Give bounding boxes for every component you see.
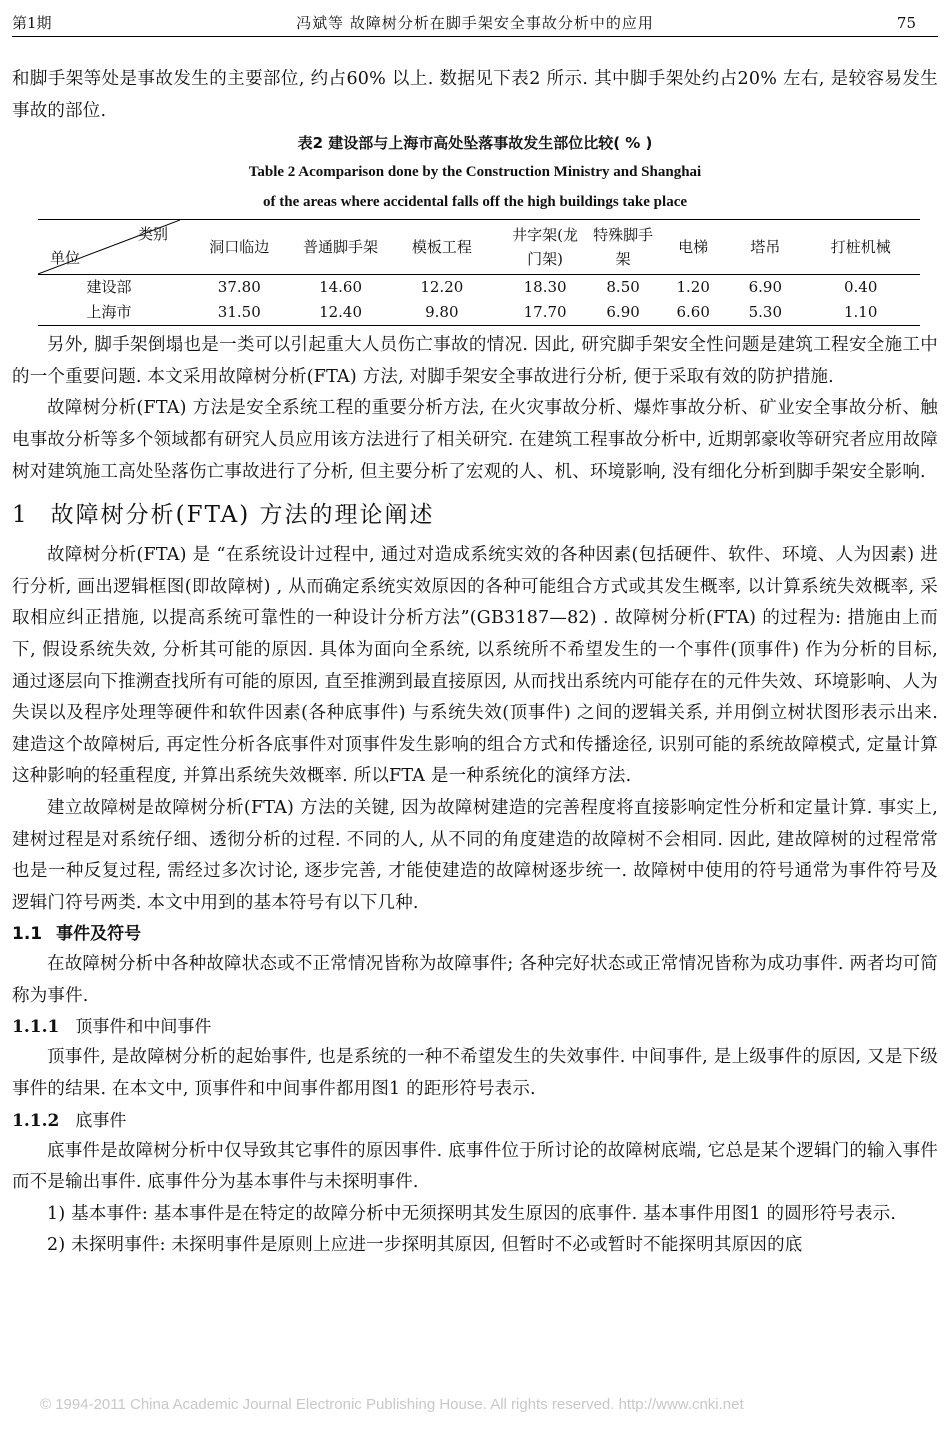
section-number: 1 (12, 502, 29, 529)
table-cell: 14.60 (319, 278, 363, 297)
table-cell: 6.60 (676, 303, 710, 322)
column-header: 打桩机械 (830, 238, 891, 257)
intro-paragraph: 和脚手架等处是事故发生的主要部位, 约占60% 以上. 数据见下表2 所示. 其中脚手架处约占20% 左右, 是较容易发生事故的部位. (12, 69, 938, 121)
row-unit: 建设部 (86, 278, 132, 297)
table-cell: 1.10 (844, 303, 878, 322)
paragraph: 2) 未探明事件: 未探明事件是原则上应进一步探明其原因, 但暂时不必或暂时不能探明其原因的底 (47, 1235, 803, 1256)
paragraph: 在故障树分析中各种故障状态或不正常情况皆称为故障事件; 各种完好状态或正常情况皆称为成功事件. 两者均可简称为事件. (12, 954, 938, 1006)
table-cell: 31.50 (217, 303, 261, 322)
table-cell: 37.80 (217, 278, 261, 297)
column-header-text: 特殊脚手架 (593, 226, 654, 269)
subsubsection-title: 底事件 (75, 1110, 127, 1131)
corner-unit-label: 单位 (50, 249, 81, 268)
corner-category-label: 类别 (137, 225, 168, 244)
subsubsection-title: 顶事件和中间事件 (75, 1017, 212, 1038)
subsubsection-heading (12, 1106, 938, 1136)
paragraph: 另外, 脚手架倒塌也是一类可以引起重大人员伤亡事故的情况. 因此, 研究脚手架安全性问题是建筑工程安全施工中的一个重要问题. 本文采用故障树分析(FTA) 方法, 对脚手架安全事故进行分析, 便于采取有效的防护措施. (12, 335, 938, 387)
table-cell: 9.80 (425, 303, 459, 322)
section-heading (12, 496, 938, 534)
subsubsection-heading (12, 1012, 938, 1042)
table-caption-en-2: of the areas where accidental falls off the high buildings take place (262, 194, 688, 211)
section-title: 故障树分析(FTA) 方法的理论阐述 (50, 502, 435, 529)
column-header: 洞口临边 (209, 238, 270, 257)
column-header (299, 220, 383, 275)
row-unit: 上海市 (86, 303, 132, 322)
table-cell: 17.70 (523, 303, 567, 322)
table-cell: 5.30 (748, 303, 783, 322)
table-row (38, 300, 920, 326)
table-cell: 0.40 (844, 278, 878, 297)
column-header (589, 220, 657, 275)
table-cell: 1.20 (676, 278, 710, 297)
table-corner-cell (38, 220, 180, 275)
column-header: 电梯 (678, 238, 709, 257)
table-row (38, 275, 920, 301)
running-head (12, 10, 938, 37)
column-header (501, 220, 589, 275)
column-header-text: 井字架(龙门架) (512, 226, 579, 269)
column-header-text: 普通脚手架 (303, 238, 379, 257)
table-cell: 12.40 (319, 303, 363, 322)
paragraph: 1) 基本事件: 基本事件是在特定的故障分析中无须探明其发生原因的底事件. 基本事件用图1 的圆形符号表示. (47, 1203, 897, 1224)
subsubsection-number: 1.1.1 (12, 1017, 60, 1038)
table-cell: 8.50 (606, 278, 640, 297)
issue-label: 第1期 (12, 14, 52, 32)
paragraph: 顶事件, 是故障树分析的起始事件, 也是系统的一种不希望发生的失效事件. 中间事件, 是上级事件的原因, 又是下级事件的结果. 在本文中, 顶事件和中间事件都用图1 的距形符号表示. (12, 1047, 938, 1100)
paragraph: 故障树分析(FTA) 方法是安全系统工程的重要分析方法, 在火灾事故分析、爆炸事故分析、矿业安全事故分析、触电事故分析等多个领域都有研究人员应用该方法进行了相关研究. 在建筑工程事故分析中, 近期郭豪收等研究者应用故障树对建筑施工高处坠落伤亡事故进行了分析, 但主要分析了宏观的人、机、环境影响, 没有细化分析到脚手架安全影响. (12, 398, 938, 482)
subsection-heading (12, 919, 938, 949)
paragraph: 建立故障树是故障树分析(FTA) 方法的关键, 因为故障树建造的完善程度将直接影响定性分析和定量计算. 事实上, 建树过程是对系统仔细、透彻分析的过程. 不同的人, 从不同的角度建造的故障树不会相同. 因此, 建故障树的过程常常也是一种反复过程, 需经过多次讨论, 逐步完善, 才能使建造的故障树逐步统一. 故障树中使用的符号通常为事件符号及逻辑门符号两类. 本文中用到的基本符号有以下几种. (12, 797, 938, 913)
paragraph: 底事件是故障树分析中仅导致其它事件的原因事件. 底事件位于所讨论的故障树底端, 它总是某个逻辑门的输入事件而不是输出事件. 底事件分为基本事件与未探明事件. (12, 1140, 938, 1193)
table-caption-en-1: Table 2 Acomparison done by the Construction Ministry and Shanghai (248, 164, 702, 181)
page-number: 75 (896, 14, 916, 32)
comparison-table (38, 219, 920, 326)
running-title: 冯斌等 故障树分析在脚手架安全事故分析中的应用 (296, 14, 654, 32)
column-header: 模板工程 (411, 238, 472, 257)
copyright-watermark: © 1994-2011 China Academic Journal Electronic Publishing House. All rights reserved. http://www.cnki.net (40, 1396, 744, 1413)
subsubsection-number: 1.1.2 (12, 1110, 60, 1131)
page-content (12, 64, 938, 1262)
table-cell: 6.90 (606, 303, 640, 322)
subsection-number: 1.1 (12, 924, 43, 945)
table-cell: 6.90 (748, 278, 783, 297)
column-header: 塔吊 (750, 238, 781, 257)
table-header-row (38, 220, 920, 275)
subsection-title: 事件及符号 (56, 924, 142, 945)
paragraph: 故障树分析(FTA) 是 “在系统设计过程中, 通过对造成系统实效的各种因素(包括硬件、软件、环境、人为因素) 进行分析, 画出逻辑框图(即故障树) , 从而确定系统实效原因的各种可能组合方式或其发生概率, 以计算系统失效概率, 采取相应纠正措施, 以提高系统可靠性的一种设计分析方法”(GB3187—82) . 故障树分析(FTA) 的过程为: 措施由上而下, 假设系统失效, 分析其可能的原因. 具体为面向全系统, 以系统所不希望发生的一个事件(顶事件) 作为分析的目标, 通过逐层向下推溯查找所有可能的原因, 直至推溯到最直接原因, 从而找出系统内可能存在的元件失效、环境影响、人为失误以及程序处理等硬件和软件因素(各种底事件) 与系统失效(顶事件) 之间的逻辑关系, 并用倒立树状图形表示出来. 建造这个故障树后, 再定性分析各底事件对顶事件发生影响的组合方式和传播途径, 识别可能的系统故障模式, 定量计算这种影响的轻重程度, 并算出系统失效概率. 所以FTA 是一种系统化的演绎方法. (12, 545, 938, 787)
table-caption-cn: 表2 建设部与上海市高处坠落事故发生部位比较( % ) (297, 134, 653, 153)
table-cell: 18.30 (523, 278, 567, 297)
table-cell: 12.20 (420, 278, 464, 297)
